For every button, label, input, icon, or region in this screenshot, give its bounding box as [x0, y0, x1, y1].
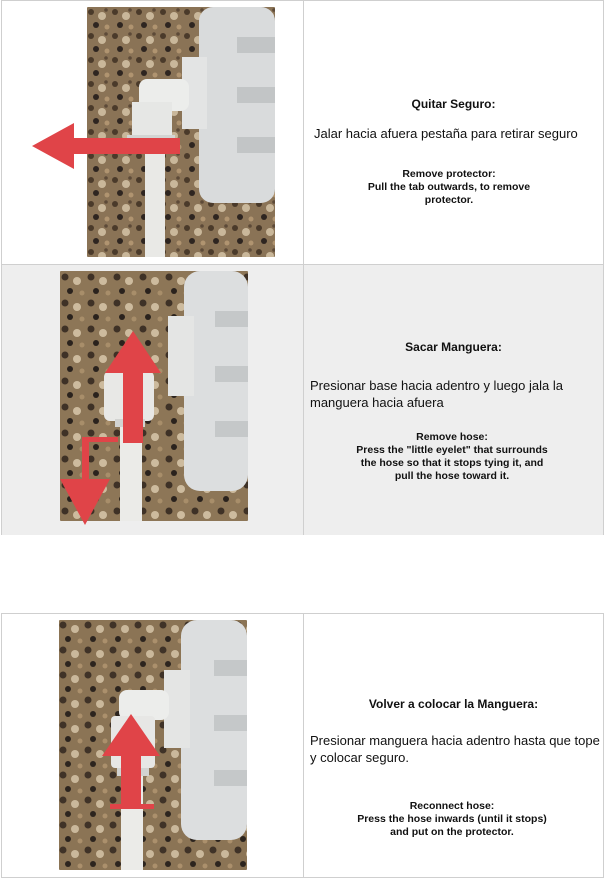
instruction-table-2 — [1, 613, 604, 878]
step-image-cell — [2, 614, 304, 877]
step-image-cell — [2, 265, 304, 535]
step-row-remove-protector — [2, 1, 603, 265]
instruction-table-1 — [1, 0, 604, 535]
step-spanish-text: Presionar manguera hacia adentro hasta que tope y colocar seguro. — [310, 733, 600, 765]
step-text-cell — [304, 265, 603, 535]
step-english-text: Pull the tab outwards, to remove protector. — [367, 181, 531, 206]
arrow-left-icon — [32, 123, 180, 169]
step-spanish-text: Presionar base hacia adentro y luego jala la manguera hacia afuera — [310, 378, 563, 410]
step-english-heading: Remove protector: — [402, 168, 496, 180]
step-english-heading: Remove hose: — [416, 431, 488, 443]
step-english-text: Press the hose inwards (until it stops) and put on the protector. — [357, 813, 547, 838]
step-text-cell — [304, 614, 603, 877]
step-text-cell — [304, 1, 603, 264]
step-english-heading: Reconnect hose: — [409, 800, 495, 812]
step-title: Sacar Manguera: — [405, 340, 502, 354]
arrow-up-icon — [105, 331, 161, 443]
arrow-down-icon — [60, 437, 120, 527]
step-image-cell — [2, 1, 304, 264]
step-row-remove-hose — [2, 265, 603, 535]
step-title: Quitar Seguro: — [411, 97, 496, 111]
step-row-reconnect-hose — [2, 614, 603, 877]
step-title: Volver a colocar la Manguera: — [368, 697, 539, 711]
arrow-up-icon — [102, 714, 160, 814]
step-english-text: Press the "little eyelet" that surrounds the hose so that it stops tying it, and pull the hose toward it. — [356, 444, 548, 482]
step-spanish-text: Jalar hacia afuera pestaña para retirar seguro — [314, 126, 578, 141]
